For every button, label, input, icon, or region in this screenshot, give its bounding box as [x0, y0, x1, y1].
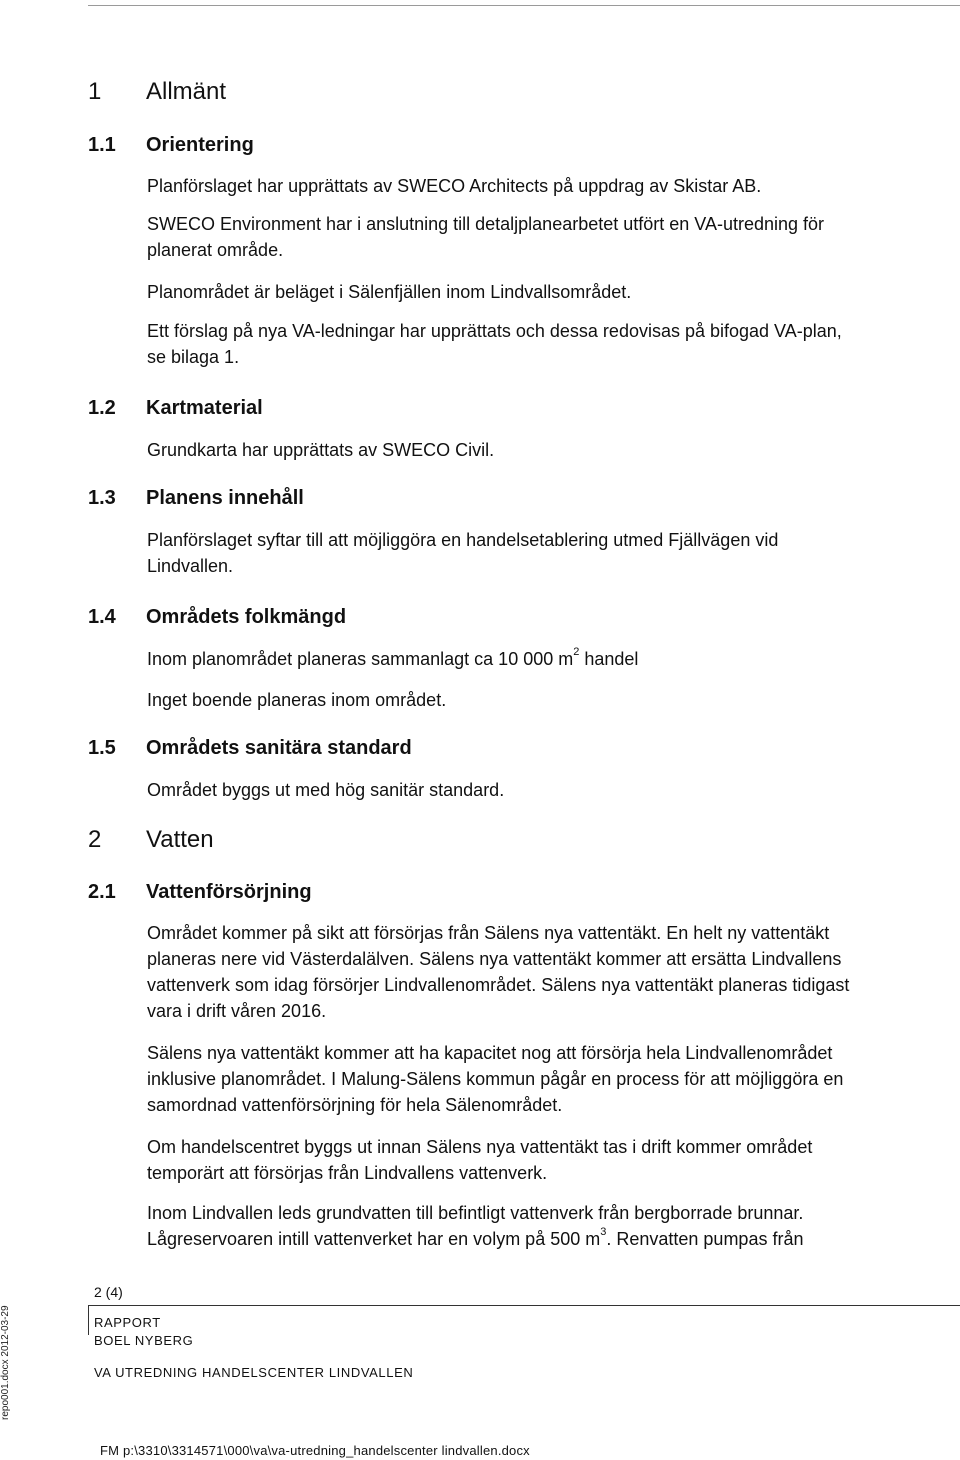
heading-title: Vattenförsörjning: [146, 881, 312, 903]
footer-title: VA UTREDNING HANDELSCENTER LINDVALLEN: [94, 1365, 414, 1380]
heading-title: Områdets sanitära standard: [146, 737, 412, 759]
heading-number: 1.2: [88, 397, 116, 419]
heading-title: Allmänt: [146, 78, 227, 105]
superscript: 3: [600, 1226, 607, 1238]
paragraph: Området byggs ut med hög sanitär standard.: [147, 780, 505, 800]
line: samordnad vattenförsörjning för hela Sälenområdet.: [147, 1095, 563, 1115]
line: planerat område.: [147, 240, 284, 260]
heading-title: Vatten: [146, 826, 214, 853]
line: SWECO Environment har i anslutning till detaljplanearbetet utfört en VA-utredning för: [147, 214, 825, 234]
line: Planförslaget syftar till att möjliggöra en handelsetablering utmed Fjällvägen vid: [147, 530, 779, 550]
heading-1: [88, 78, 226, 106]
line: Ett förslag på nya VA-ledningar har upprättats och dessa redovisas på bifogad VA-plan,: [147, 321, 842, 341]
heading-number: 1.5: [88, 737, 116, 759]
line: Sälens nya vattentäkt kommer att ha kapacitet nog att försörja hela Lindvallenområdet: [147, 1043, 833, 1063]
paragraph: [147, 211, 947, 263]
text: Lågreservoaren intill vattenverket har en volym på 500 m: [147, 1229, 601, 1249]
heading-title: Orientering: [146, 134, 254, 156]
heading-1-5: [88, 736, 412, 760]
paragraph: [147, 920, 947, 1024]
paragraph: Grundkarta har upprättats av SWECO Civil.: [147, 440, 495, 460]
footer-rule: [88, 1305, 960, 1306]
heading-number: 1.1: [88, 134, 116, 156]
heading-number: 1: [88, 78, 102, 105]
heading-number: 1.4: [88, 606, 116, 628]
heading-1-1: [88, 133, 254, 157]
paragraph: [147, 1200, 947, 1252]
line: Inom Lindvallen leds grundvatten till befintligt vattenverk från bergborrade brunnar.: [147, 1203, 804, 1223]
footer-doc-type: RAPPORT: [94, 1315, 161, 1330]
heading-number: 2: [88, 826, 102, 853]
footer-rule-vertical: [88, 1305, 89, 1335]
heading-1-3: [88, 486, 304, 510]
line: planeras nere vid Västerdalälven. Sälens nya vattentäkt kommer att ersätta Lindvallens: [147, 949, 842, 969]
line: Om handelscentret byggs ut innan Sälens nya vattentäkt tas i drift kommer området: [147, 1137, 813, 1157]
paragraph: Inget boende planeras inom området.: [147, 690, 447, 710]
paragraph: Planområdet är beläget i Sälenfjällen inom Lindvallsområdet.: [147, 282, 632, 302]
heading-title: Kartmaterial: [146, 397, 263, 419]
heading-number: 1.3: [88, 487, 116, 509]
text: handel: [579, 649, 639, 669]
paragraph: Planförslaget har upprättats av SWECO Architects på uppdrag av Skistar AB.: [147, 176, 762, 196]
heading-2-1: [88, 880, 312, 904]
side-file-stamp: repo001.docx 2012-03-29: [0, 1305, 11, 1420]
heading-2: [88, 826, 214, 854]
line: vara i drift våren 2016.: [147, 1001, 327, 1021]
line: vattenverk som idag försörjer Lindvallenområdet. Sälens nya vattentäkt planeras tidigast: [147, 975, 850, 995]
footer-author: BOEL NYBERG: [94, 1333, 194, 1348]
file-path: FM p:\3310\3314571\000\va\va-utredning_handelscenter lindvallen.docx: [100, 1443, 530, 1458]
paragraph: [147, 646, 947, 672]
heading-title: Planens innehåll: [146, 487, 304, 509]
paragraph: [147, 1134, 947, 1186]
line: Lindvallen.: [147, 556, 234, 576]
text: Inom planområdet planeras sammanlagt ca 10 000 m: [147, 649, 574, 669]
paragraph: [147, 318, 947, 370]
paragraph: [147, 527, 947, 579]
heading-title: Områdets folkmängd: [146, 606, 347, 628]
line: temporärt att försörjas från Lindvallens vattenverk.: [147, 1163, 548, 1183]
paragraph: [147, 1040, 947, 1118]
heading-number: 2.1: [88, 881, 116, 903]
page-number: 2 (4): [94, 1284, 123, 1300]
superscript: 2: [573, 646, 580, 658]
heading-1-4: [88, 605, 346, 629]
heading-1-2: [88, 396, 263, 420]
line: se bilaga 1.: [147, 347, 240, 367]
top-rule: [88, 5, 960, 6]
line: Området kommer på sikt att försörjas från Sälens nya vattentäkt. En helt ny vattentäkt: [147, 923, 830, 943]
text: . Renvatten pumpas från: [606, 1229, 804, 1249]
line: inklusive planområdet. I Malung-Sälens kommun pågår en process för att möjliggöra en: [147, 1069, 844, 1089]
